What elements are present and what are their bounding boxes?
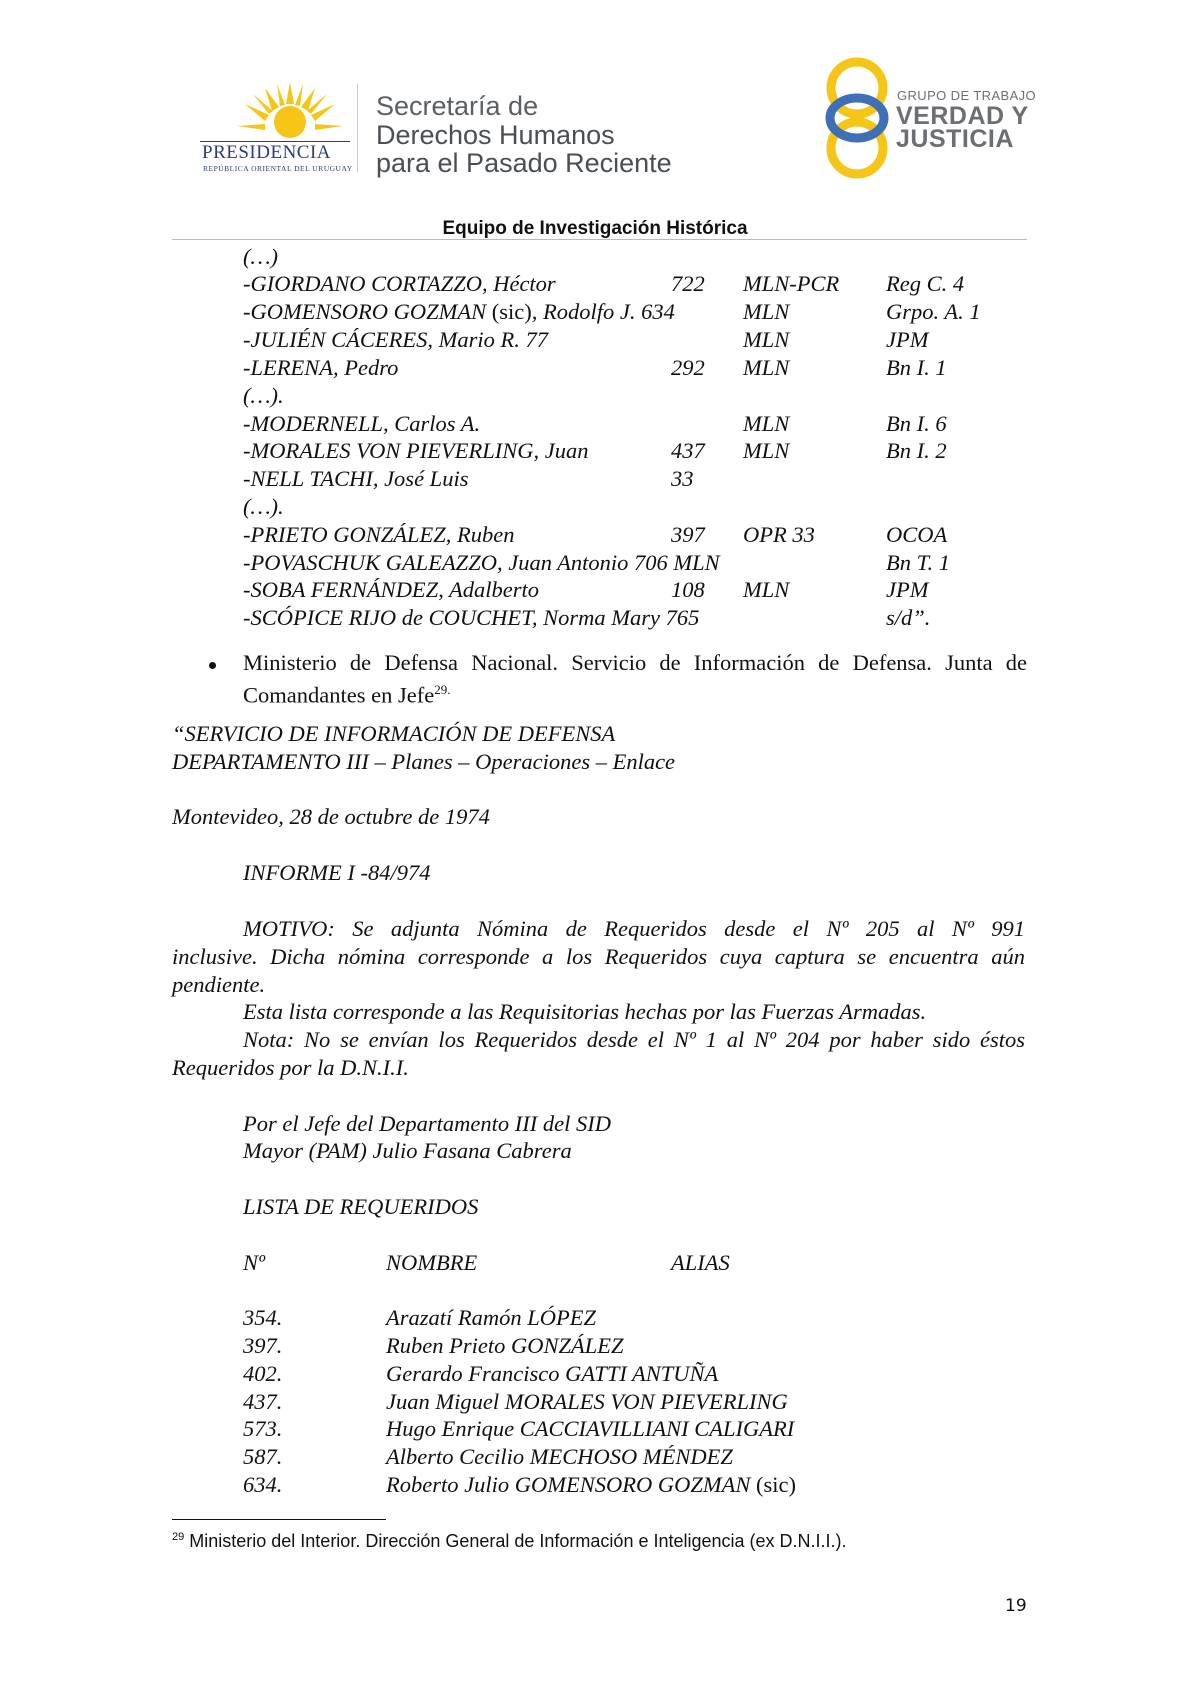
list-item-unit: OCOA: [886, 522, 948, 547]
list-item-unit: JPM: [886, 327, 929, 352]
footnote-text: Ministerio del Interior. Dirección General de Información e Inteligencia (ex D.N.I.I.).: [184, 1531, 847, 1551]
doc-signature-1: Por el Jefe del Departamento III del SID: [243, 1111, 611, 1136]
list-item-org: MLN: [743, 355, 790, 380]
list-item-unit: Bn I. 2: [886, 438, 947, 463]
doc-nota-line1: Nota: No se envían los Requeridos desde el Nº 1 al Nº 204 por haber sido éstos: [243, 1027, 1025, 1052]
row-number: 573.: [243, 1416, 283, 1441]
footnote-ref: 29.: [434, 682, 451, 697]
bullet-dot: [209, 662, 216, 669]
list-item-org: MLN: [743, 577, 790, 602]
table-row: [0, 1415, 1190, 1443]
secretaria-line3: para el Pasado Reciente: [376, 148, 672, 178]
list-item-name: -POVASCHUK GALEAZZO, Juan Antonio 706 MLN: [243, 550, 720, 575]
row-name: Gerardo Francisco GATTI ANTUÑA: [386, 1361, 719, 1386]
list-item-unit: Bn I. 6: [886, 411, 947, 436]
list-item-org: OPR 33: [743, 522, 815, 547]
col-header-nombre: NOMBRE: [386, 1250, 478, 1275]
list-item-unit: Bn I. 1: [886, 355, 947, 380]
row-name: Juan Miguel MORALES VON PIEVERLING: [386, 1389, 788, 1414]
list-item-name: -GOMENSORO GOZMAN (sic), Rodolfo J. 634: [243, 299, 675, 324]
list-item-number: 397: [671, 522, 705, 547]
row-name: Alberto Cecilio MECHOSO MÉNDEZ: [386, 1444, 733, 1469]
list-item-name: -GIORDANO CORTAZZO, Héctor: [243, 271, 556, 296]
list-item-unit: JPM: [886, 577, 929, 602]
doc-lista-line: Esta lista corresponde a las Requisitorias hechas por las Fuerzas Armadas.: [243, 999, 927, 1024]
list-item-number: 33: [671, 466, 694, 491]
list-item: [0, 521, 1190, 549]
bullet-line1: Ministerio de Defensa Nacional. Servicio de Información de Defensa. Junta de: [243, 650, 1027, 675]
list-item-name: -PRIETO GONZÁLEZ, Ruben: [243, 522, 515, 547]
list-item-name: (…).: [243, 383, 284, 408]
grupo-label: GRUPO DE TRABAJO: [897, 88, 1037, 103]
list-item-org: MLN-PCR: [743, 271, 840, 296]
list-item-name: (…): [243, 244, 278, 269]
list-item-name: -SOBA FERNÁNDEZ, Adalberto: [243, 577, 540, 602]
list-item-org: MLN: [743, 438, 790, 463]
list-item: [0, 326, 1190, 354]
list-item: [0, 604, 1190, 632]
sic-mark: (sic): [486, 299, 532, 324]
list-item: [0, 437, 1190, 465]
secretaria-line2: Derechos Humanos: [376, 120, 615, 150]
list-item-org: MLN: [743, 327, 790, 352]
list-item-name: -MODERNELL, Carlos A.: [243, 411, 481, 436]
list-item: [0, 354, 1190, 382]
doc-heading-2: DEPARTAMENTO III – Planes – Operaciones – Enlace: [172, 749, 676, 774]
table-row: [0, 1443, 1190, 1471]
team-title: Equipo de Investigación Histórica: [442, 218, 748, 239]
list-item-org: MLN: [743, 411, 790, 436]
list-item-number: 722: [671, 271, 705, 296]
doc-motivo-line1: MOTIVO: Se adjunta Nómina de Requeridos desde el Nº 205 al Nº 991: [243, 916, 1025, 941]
list-item: [0, 493, 1190, 521]
list-item: [0, 270, 1190, 298]
footnote-number: 29: [172, 1531, 185, 1543]
footnote: [172, 1525, 847, 1553]
col-header-no: Nº: [243, 1250, 265, 1275]
list-item: [0, 298, 1190, 326]
list-item-org: MLN: [743, 299, 790, 324]
list-item-unit: s/d”.: [886, 605, 931, 630]
doc-list-title: LISTA DE REQUERIDOS: [243, 1194, 479, 1219]
list-item-name: (…).: [243, 494, 284, 519]
list-item-unit: Reg C. 4: [886, 271, 965, 296]
secretaria-line1: Secretaría de: [376, 91, 539, 121]
row-name: Arazatí Ramón LÓPEZ: [386, 1305, 597, 1330]
list-item-number: 437: [671, 438, 705, 463]
list-item-name: -JULIÉN CÁCERES, Mario R. 77: [243, 327, 548, 352]
doc-date: Montevideo, 28 de octubre de 1974: [172, 804, 490, 829]
bullet-line2: Comandantes en Jefe$^{29.}$: [243, 682, 451, 708]
list-item-number: 292: [671, 355, 705, 380]
list-item: [0, 243, 1190, 271]
row-name: Roberto Julio GOMENSORO GOZMAN (sic): [386, 1472, 796, 1497]
list-item-name: -LERENA, Pedro: [243, 355, 399, 380]
doc-heading-1: “SERVICIO DE INFORMACIÓN DE DEFENSA: [172, 721, 616, 746]
doc-informe: INFORME I -84/974: [243, 860, 431, 885]
verdad-justicia-rings-logo: [822, 55, 892, 181]
row-name: Hugo Enrique CACCIAVILLIANI CALIGARI: [386, 1416, 795, 1441]
presidencia-label: PRESIDENCIA: [202, 142, 332, 163]
justicia-label: JUSTICIA: [896, 125, 1014, 153]
list-item: [0, 549, 1190, 577]
row-number: 354.: [243, 1305, 283, 1330]
row-number: 402.: [243, 1361, 283, 1386]
republica-label: REPÚBLICA ORIENTAL DEL URUGUAY: [203, 164, 353, 173]
header-rule: [172, 239, 1027, 240]
table-row: [0, 1360, 1190, 1388]
doc-motivo-line2: inclusive. Dicha nómina corresponde a los Requeridos cuya captura se encuentra aún: [172, 944, 1025, 969]
list-item: [0, 382, 1190, 410]
table-row: [0, 1471, 1190, 1499]
list-item-unit: Grpo. A. 1: [886, 299, 981, 324]
list-item-number: 108: [671, 577, 705, 602]
table-row: [0, 1388, 1190, 1416]
row-number: 437.: [243, 1389, 283, 1414]
table-row: [0, 1332, 1190, 1360]
verdad-label: VERDAD Y: [896, 102, 1029, 130]
footnote-rule: [172, 1519, 386, 1520]
row-name: Ruben Prieto GONZÁLEZ: [386, 1333, 624, 1358]
list-item-name: -NELL TACHI, José Luis: [243, 466, 469, 491]
doc-nota-line2: Requeridos por la D.N.I.I.: [172, 1055, 409, 1080]
row-number: 397.: [243, 1333, 283, 1358]
row-number: 634.: [243, 1472, 283, 1497]
col-header-alias: ALIAS: [671, 1250, 730, 1275]
list-item-name: -MORALES VON PIEVERLING, Juan: [243, 438, 589, 463]
sic-mark: (sic): [750, 1472, 796, 1497]
list-item: [0, 576, 1190, 604]
table-row: [0, 1304, 1190, 1332]
presidencia-sun-logo: [235, 80, 345, 142]
list-item: [0, 410, 1190, 438]
page-number: 19: [1005, 1596, 1027, 1616]
doc-signature-2: Mayor (PAM) Julio Fasana Cabrera: [243, 1138, 572, 1163]
doc-motivo-line3: pendiente.: [172, 972, 266, 997]
header-divider: [357, 84, 358, 172]
list-item: [0, 465, 1190, 493]
list-item-unit: Bn T. 1: [886, 550, 950, 575]
list-item-name: -SCÓPICE RIJO de COUCHET, Norma Mary 765: [243, 605, 700, 630]
row-number: 587.: [243, 1444, 283, 1469]
